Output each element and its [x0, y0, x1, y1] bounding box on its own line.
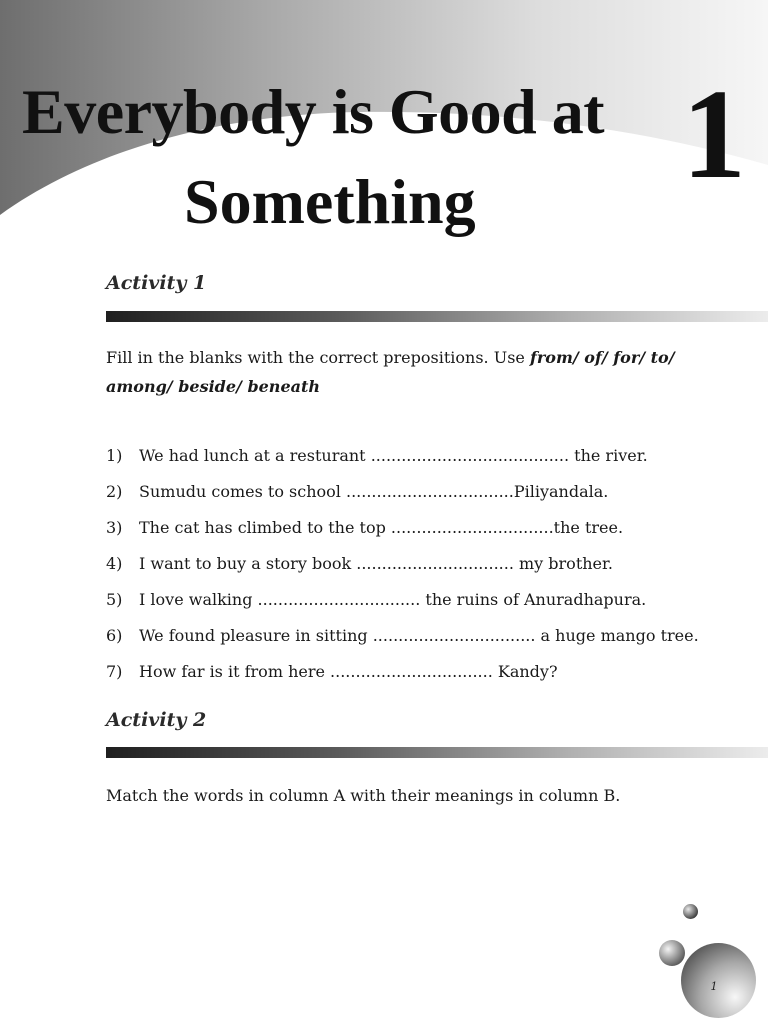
activity-2-heading: Activity 2: [106, 709, 207, 731]
decorative-sphere-small: [683, 904, 698, 919]
page-title-line-1: Everybody is Good at: [22, 76, 605, 147]
page-number: 1: [710, 980, 718, 993]
question-item: [106, 437, 699, 473]
question-number: 3): [106, 517, 123, 537]
chapter-number: 1: [682, 63, 746, 205]
question-item: [106, 617, 699, 653]
question-text: How far is it from here ................................ Kandy?: [139, 661, 558, 681]
question-text: We had lunch at a resturant ....................................... the river.: [139, 445, 648, 465]
page-title-line-2: Something: [184, 166, 476, 237]
activity-1-instruction-text: Fill in the blanks with the correct prepositions. Use: [106, 348, 530, 367]
question-text: Sumudu comes to school .................................Piliyandala.: [139, 481, 609, 501]
question-text: The cat has climbed to the top ................................the tree.: [139, 517, 624, 537]
question-text: We found pleasure in sitting ................................ a huge mango tree.: [139, 625, 699, 645]
question-item: [106, 509, 699, 545]
decorative-sphere-medium: [659, 940, 685, 966]
question-text: I love walking ................................ the ruins of Anuradhapura.: [139, 589, 647, 609]
question-number: 5): [106, 589, 123, 609]
activity-1-divider: [106, 311, 768, 322]
activity-2-instruction: Match the words in column A with their meanings in column B.: [106, 786, 621, 805]
question-item: [106, 581, 699, 617]
question-item: [106, 473, 699, 509]
activity-2-divider: [106, 747, 768, 758]
activity-1-preposition-options: from/ of/ for/ to/ among/ beside/ beneath: [106, 348, 675, 396]
question-number: 2): [106, 481, 123, 501]
question-number: 4): [106, 553, 123, 573]
question-number: 6): [106, 625, 123, 645]
question-number: 7): [106, 661, 123, 681]
question-item: [106, 653, 699, 689]
question-number: 1): [106, 445, 123, 465]
question-item: [106, 545, 699, 581]
question-text: I want to buy a story book ............................... my brother.: [139, 553, 613, 573]
activity-1-instruction: [106, 343, 676, 401]
activity-1-question-list: [106, 437, 699, 689]
activity-1-heading: Activity 1: [106, 272, 207, 294]
